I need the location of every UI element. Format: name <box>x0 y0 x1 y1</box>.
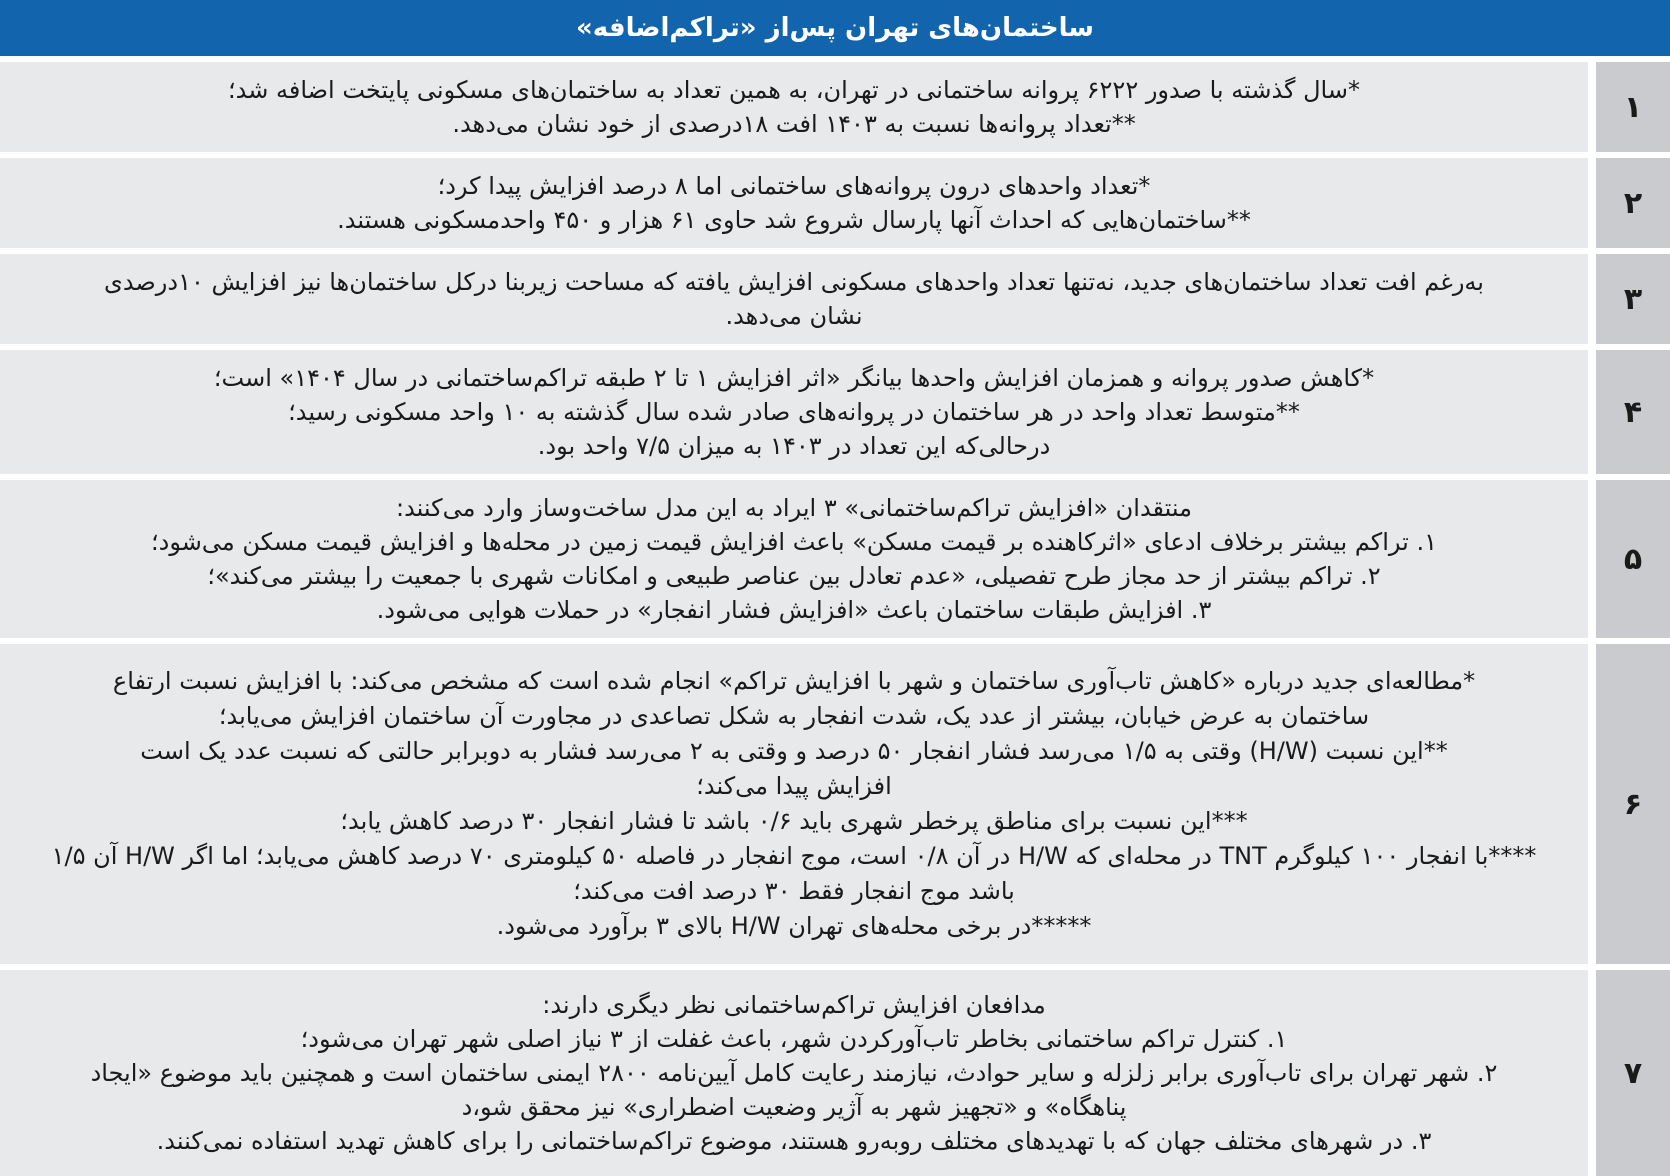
row-text-line: **تعداد پروانه‌ها نسبت به ۱۴۰۳ افت ۱۸درصدی از خود نشان می‌دهد. <box>452 110 1136 138</box>
row-text-line: ****با انفجار ۱۰۰ کیلوگرم TNT در محله‌ای که H/W در آن ۰/۸ است، موج انفجار در فاصله ۵۰ کیلومتری ۷۰ درصد کاهش می‌یابد؛ اما اگر H/W آن ۱/۵ <box>51 842 1537 870</box>
row-text-line: **این نسبت (H/W) وقتی به ۱/۵ می‌رسد فشار انفجار ۵۰ درصد و وقتی به ۲ می‌رسد فشار به دوبرابر حالتی که نسبت عدد یک است <box>140 737 1448 765</box>
row-text <box>0 970 1588 1176</box>
table-row-1 <box>0 62 1670 152</box>
row-text-line: ۳. افزایش طبقات ساختمان باعث «افزایش فشار انفجار» در حملات هوایی می‌شود. <box>376 596 1212 624</box>
row-text-line: ۱. کنترل تراکم ساختمانی بخاطر تاب‌آورکردن شهر، باعث غفلت از ۳ نیاز اصلی شهر تهران می‌شود؛ <box>300 1025 1288 1053</box>
row-number: ۳ <box>1596 254 1670 344</box>
row-number: ۵ <box>1596 480 1670 638</box>
row-text-line: ۳. در شهرهای مختلف جهان که با تهدیدهای مختلف روبه‌رو هستند، موضوع تراکم‌ساختمانی را برای کاهش تهدید استفاده نمی‌کنند. <box>156 1127 1432 1155</box>
table-row-4 <box>0 350 1670 474</box>
row-text <box>0 480 1588 638</box>
row-text-line: *****در برخی محله‌های تهران H/W بالای ۳ برآورد می‌شود. <box>496 912 1092 940</box>
row-text <box>0 350 1588 474</box>
row-text-line: ۲. شهر تهران برای تاب‌آوری برابر زلزله و سایر حوادث، نیازمند رعایت کامل آیین‌نامه ۲۸۰۰ ایمنی ساختمان است و همچنین باید موضوع «ایجاد <box>90 1059 1498 1087</box>
row-text-line: پناهگاه» و «تجهیز شهر به آژیر وضعیت اضطراری» نیز محقق شو،د <box>461 1093 1127 1121</box>
page-title: ساختمان‌های تهران پس‌از «تراکم‌اضافه» <box>576 13 1094 43</box>
row-text-line: **ساختمان‌هایی که احداث آنها پارسال شروع شد حاوی ۶۱ هزار و ۴۵۰ واحدمسکونی هستند. <box>337 206 1251 234</box>
table-row-2 <box>0 158 1670 248</box>
row-text-line: *مطالعه‌ای جدید درباره «کاهش تاب‌آوری ساختمان و شهر با افزایش تراکم» انجام شده است که مشخص می‌کند: با افزایش نسبت ارتفاع <box>112 667 1476 695</box>
row-text-line: به‌رغم افت تعداد ساختمان‌های جدید، نه‌تنها تعداد واحدهای مسکونی افزایش یافته که مساحت زیربنا درکل ساختمان‌ها نیز افزایش ۱۰درصدی <box>104 268 1484 296</box>
row-text-line: ساختمان به عرض خیابان، بیشتر از عدد یک، شدت انفجار به شکل تصاعدی در مجاورت آن ساختمان افزایش می‌یابد؛ <box>218 702 1370 730</box>
row-text <box>0 644 1588 964</box>
row-text-line: افزایش پیدا می‌کند؛ <box>696 772 892 800</box>
rows-table <box>0 62 1670 1176</box>
row-text-line: باشد موج انفجار فقط ۳۰ درصد افت می‌کند؛ <box>573 877 1015 905</box>
table-row-7 <box>0 970 1670 1176</box>
row-text <box>0 254 1588 344</box>
row-text-line: *تعداد واحدهای درون پروانه‌های ساختمانی اما ۸ درصد افزایش پیدا کرد؛ <box>437 172 1151 200</box>
row-number: ۴ <box>1596 350 1670 474</box>
row-text <box>0 62 1588 152</box>
row-number: ۲ <box>1596 158 1670 248</box>
table-row-3 <box>0 254 1670 344</box>
row-number: ۱ <box>1596 62 1670 152</box>
row-text-line: ۱. تراکم بیشتر برخلاف ادعای «اثرکاهنده بر قیمت مسکن» باعث افزایش قیمت زمین در محله‌ها و افزایش قیمت مسکن می‌شود؛ <box>151 528 1437 556</box>
row-number: ۶ <box>1596 644 1670 964</box>
row-text-line: ۲. تراکم بیشتر از حد مجاز طرح تفصیلی، «عدم تعادل بین عناصر طبیعی و امکانات شهری با جمعیت را بیشتر می‌کند»؛ <box>207 562 1381 590</box>
row-text-line: مدافعان افزایش تراکم‌ساختمانی نظر دیگری دارند: <box>542 991 1046 1019</box>
row-text-line: *کاهش صدور پروانه و همزمان افزایش واحدها بیانگر «اثر افزایش ۱ تا ۲ طبقه تراکم‌ساختمانی در سال ۱۴۰۴» است؛ <box>213 364 1375 392</box>
row-text-line: منتقدان «افزایش تراکم‌ساختمانی» ۳ ایراد به این مدل ساخت‌وساز وارد می‌کنند: <box>395 494 1193 522</box>
row-text <box>0 158 1588 248</box>
row-text-line: ***این نسبت برای مناطق پرخطر شهری باید ۰/۶ باشد تا فشار انفجار ۳۰ درصد کاهش یابد؛ <box>340 807 1248 835</box>
title-bar <box>0 0 1670 56</box>
table-row-6 <box>0 644 1670 964</box>
row-number: ۷ <box>1596 970 1670 1176</box>
row-text-line: درحالی‌که این تعداد در ۱۴۰۳ به میزان ۷/۵ واحد بود. <box>537 432 1051 460</box>
table-row-5 <box>0 480 1670 638</box>
row-text-line: نشان می‌دهد. <box>725 302 863 330</box>
row-text-line: *سال گذشته با صدور ۶۲۲۲ پروانه ساختمانی در تهران، به همین تعداد به ساختمان‌های مسکونی پایتخت اضافه شد؛ <box>228 76 1360 104</box>
row-text-line: **متوسط تعداد واحد در هر ساختمان در پروانه‌های صادر شده سال گذشته به ۱۰ واحد مسکونی رسید؛ <box>288 398 1300 426</box>
